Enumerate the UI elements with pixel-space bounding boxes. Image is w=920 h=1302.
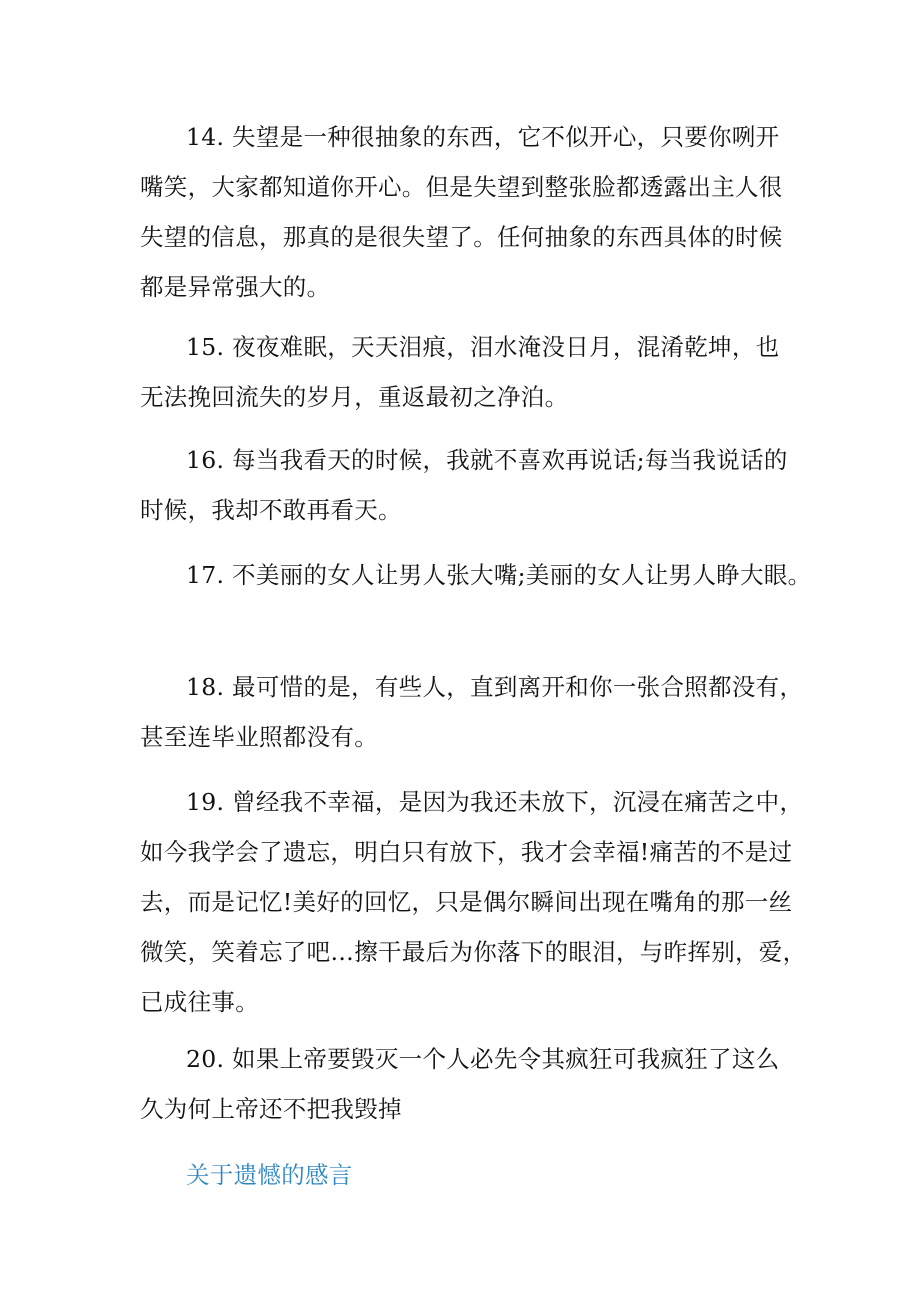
paragraph-line: 都是异常强大的。 (140, 273, 331, 301)
paragraph-line: 微笑，笑着忘了吧…擦干最后为你落下的眼泪，与昨挥别，爱， (140, 938, 807, 966)
paragraph-line: 嘴笑，大家都知道你开心。但是失望到整张脸都透露出主人很 (140, 173, 783, 201)
paragraph-line: 久为何上帝还不把我毁掉 (140, 1095, 402, 1123)
paragraph-line: 17. 不美丽的女人让男人张大嘴;美丽的女人让男人睁大眼。 (186, 561, 812, 589)
paragraph-16 (140, 435, 790, 535)
paragraph-line: 20. 如果上帝要毁灭一个人必先令其疯狂可我疯狂了这么 (186, 1045, 780, 1073)
paragraph-line: 16. 每当我看天的时候，我就不喜欢再说话;每当我说话的 (186, 446, 788, 474)
paragraph-15 (140, 322, 790, 422)
section-heading: 关于遗憾的感言 (186, 1161, 353, 1189)
paragraph-line: 去，而是记忆!美好的回忆，只是偶尔瞬间出现在嘴角的那一丝 (140, 888, 793, 916)
paragraph-line: 甚至连毕业照都没有。 (140, 723, 378, 751)
paragraph-14 (140, 112, 790, 312)
paragraph-19 (140, 777, 807, 1027)
paragraph-line: 19. 曾经我不幸福，是因为我还未放下，沉浸在痛苦之中， (186, 788, 804, 816)
paragraph-line: 14. 失望是一种很抽象的东西，它不似开心，只要你咧开 (186, 123, 780, 151)
paragraph-20 (140, 1034, 790, 1134)
paragraph-line: 如今我学会了遗忘，明白只有放下，我才会幸福!痛苦的不是过 (140, 838, 793, 866)
paragraph-line: 无法挽回流失的岁月，重返最初之净泊。 (140, 383, 569, 411)
paragraph-17 (140, 550, 812, 600)
paragraph-18 (140, 662, 804, 762)
paragraph-line: 失望的信息，那真的是很失望了。任何抽象的东西具体的时候 (140, 223, 783, 251)
paragraph-line: 18. 最可惜的是，有些人，直到离开和你一张合照都没有， (186, 673, 804, 701)
paragraph-line: 已成往事。 (140, 988, 259, 1016)
paragraph-line: 时候，我却不敢再看天。 (140, 496, 402, 524)
paragraph-line: 15. 夜夜难眠，天天泪痕，泪水淹没日月，混淆乾坤，也 (186, 333, 780, 361)
